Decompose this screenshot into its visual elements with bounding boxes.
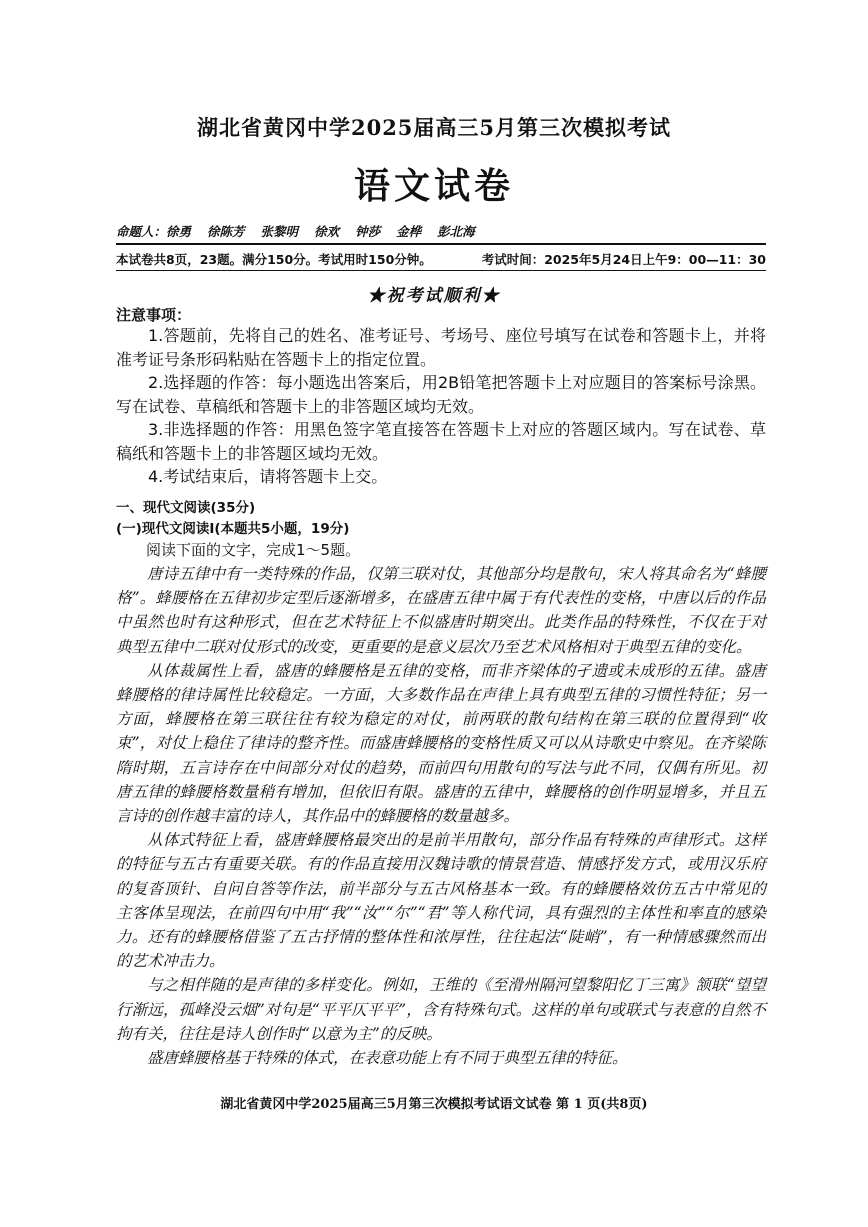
notice-item: 3.非选择题的作答：用黑色签字笔直接答在答题卡上对应的答题区域内。写在试卷、草稿纸和答题卡上的非答题区域均无效。	[116, 420, 766, 463]
reading-passage	[116, 562, 766, 1070]
exam-title: 湖北省黄冈中学2025届高三5月第三次模拟考试	[196, 115, 672, 140]
author-name: 钟莎	[355, 224, 381, 239]
page-footer: 湖北省黄冈中学2025届高三5月第三次模拟考试语文试卷 第 1 页(共8页)	[220, 1097, 648, 1112]
notice-item: 1.答题前，先将自己的姓名、准考证号、考场号、座位号填写在试卷和答题卡上，并将准考证号条形码粘贴在答题卡上的指定位置。	[116, 326, 766, 369]
notice-item: 4.考试结束后，请将答题卡上交。	[148, 467, 388, 486]
reading-instruction: 阅读下面的文字，完成1～5题。	[146, 541, 361, 559]
passage-paragraph: 与之相伴随的是声律的多样变化。例如，王维的《至滑州隔河望黎阳忆丁三寓》颔联“望望行渐远，孤峰没云烟”对句是“平平仄平平”，含有特殊句式。这样的单句或联式与表意的自然不拘有关，往往是诗人创作时“以意为主”的反映。	[116, 976, 766, 1043]
author-name: 张黎明	[260, 224, 299, 239]
notice-item: 2.选择题的作答：每小题选出答案后，用2B铅笔把答题卡上对应题目的答案标号涂黑。写在试卷、草稿纸和答题卡上的非答题区域均无效。	[116, 373, 766, 416]
notice-heading: 注意事项：	[116, 306, 192, 324]
author-name: 彭北海	[437, 224, 475, 239]
exam-time: 考试时间：2025年5月24日上午9：00—11：30	[481, 252, 766, 267]
author-name: 徐勇	[166, 224, 192, 239]
author-name: 徐陈芳	[207, 224, 245, 239]
good-luck-banner: ★祝考试顺利★	[367, 286, 501, 306]
exam-info	[116, 250, 766, 268]
passage-paragraph: 从体裁属性上看，盛唐的蜂腰格是五律的变格，而非齐梁体的孑遗或未成形的五律。盛唐蜂腰格的律诗属性比较稳定。一方面，大多数作品在声律上具有典型五律的习惯性特征；另一方面，蜂腰格在第三联往往有较为稳定的对仗，前两联的散句结构在第三联的位置得到“收束”，对仗上稳住了律诗的整齐性。而盛唐蜂腰格的变格性质又可以从诗歌史中察见。在齐梁陈隋时期，五言诗存在中间部分对仗的趋势，而前四句用散句的写法与此不同，仅偶有所见。初唐五律的蜂腰格数量稍有增加，但依旧有限。盛唐的五律中，蜂腰格的创作明显增多，并且五言诗的创作越丰富的诗人，其作品中的蜂腰格的数量越多。	[116, 661, 766, 826]
notice-list	[116, 324, 766, 489]
authors-line	[116, 222, 766, 240]
exam-info-left: 本试卷共8页，23题。满分150分。考试用时150分钟。	[116, 252, 432, 267]
passage-paragraph: 盛唐蜂腰格基于特殊的体式，在表意功能上有不同于典型五律的特征。	[147, 1049, 628, 1068]
author-name: 金桦	[396, 224, 422, 239]
author-name: 徐欢	[314, 224, 340, 239]
divider-bottom	[116, 270, 766, 271]
authors-label: 命题人：	[116, 224, 167, 239]
passage-paragraph: 从体式特征上看，盛唐蜂腰格最突出的是前半用散句，部分作品有特殊的声律形式。这样的特征与五古有重要关联。有的作品直接用汉魏诗歌的情景营造、情感抒发方式，或用汉乐府的复沓顶针、自问自答等作法，前半部分与五古风格基本一致。有的蜂腰格效仿五古中常见的主客体呈现法，在前四句中用“我”“汝”“尔”“君”等人称代词，具有强烈的主体性和率直的感染力。还有的蜂腰格借鉴了五古抒情的整体性和浓厚性，往往起法“陡峭”，有一种情感骤然而出的艺术冲击力。	[116, 831, 766, 971]
passage-paragraph: 唐诗五律中有一类特殊的作品，仅第三联对仗，其他部分均是散句，宋人将其命名为“蜂腰格”。蜂腰格在五律初步定型后逐渐增多，在盛唐五律中属于有代表性的变格，中唐以后的作品中虽然也时有这种形式，但在艺术特征上不似盛唐时期突出。此类作品的特殊性，不仅在于对典型五律中二联对仗形式的改变，更重要的是意义层次乃至艺术风格相对于典型五律的变化。	[116, 565, 766, 656]
subject-title: 语文试卷	[353, 165, 514, 207]
section-subheading: (一)现代文阅读Ⅰ(本题共5小题，19分)	[116, 521, 350, 537]
section-heading: 一、现代文阅读(35分)	[116, 500, 256, 516]
divider-top	[116, 243, 766, 245]
